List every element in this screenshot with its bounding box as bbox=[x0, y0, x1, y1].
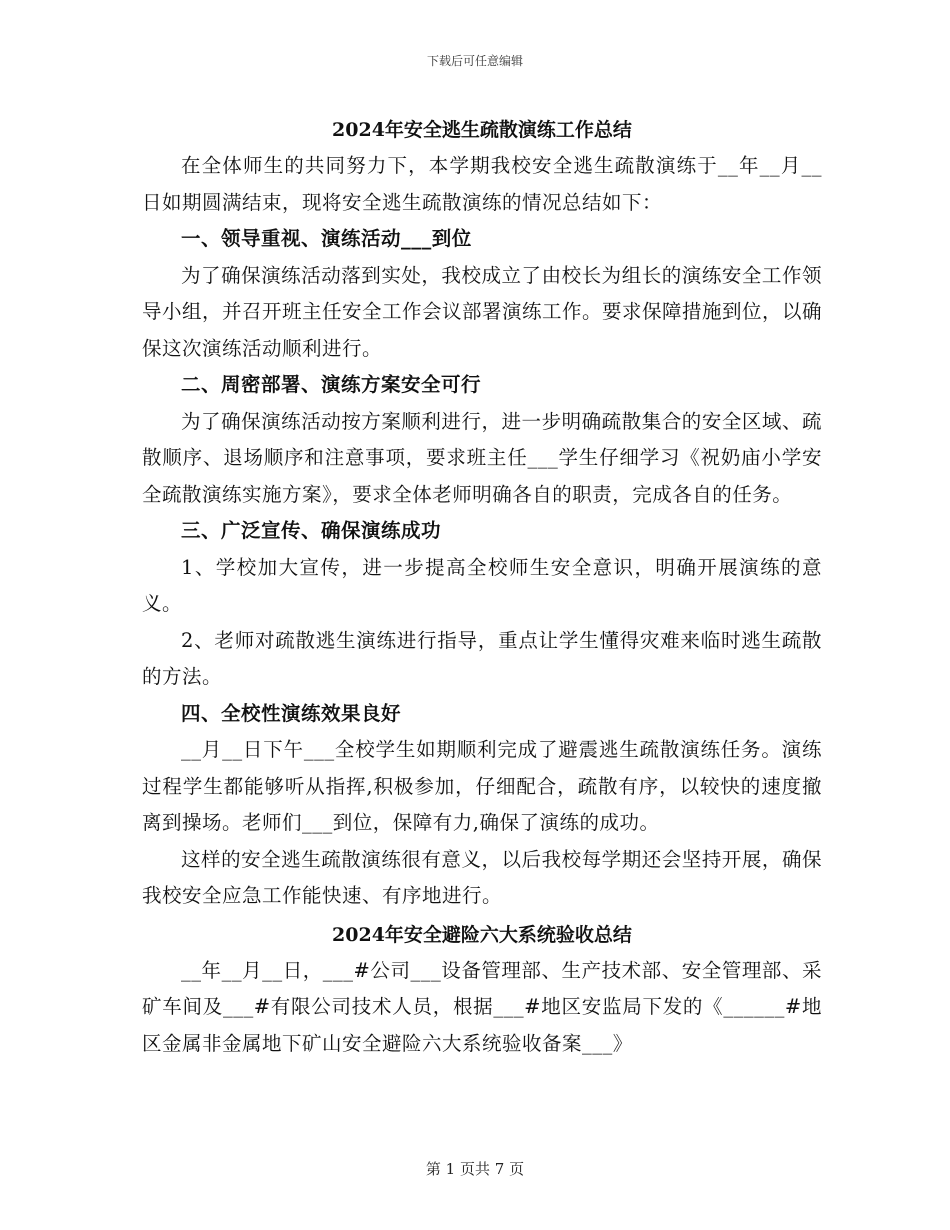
section4-heading: 四、全校性演练效果良好 bbox=[181, 701, 402, 725]
closing-paragraph: 这样的安全逃生疏散演练很有意义，以后我校每学期还会坚持开展，确保我校安全应急工作能快速、有序地进行。 bbox=[142, 847, 822, 907]
header-note: 下载后可任意编辑 bbox=[426, 54, 523, 68]
section3-item-2: 2、老师对疏散逃生演练进行指导，重点让学生懂得灾难来临时逃生疏散的方法。 bbox=[142, 628, 822, 688]
doc2-intro: __年__月__日，___#公司___设备管理部、生产技术部、安全管理部、采矿车间及___#有限公司技术人员，根据___#地区安监局下发的《______#地区金属非金属地下矿山安全避险六大系统验收备案___》 bbox=[142, 958, 822, 1055]
section3-heading: 三、广泛宣传、确保演练成功 bbox=[181, 519, 442, 542]
section2-heading: 二、周密部署、演练方案安全可行 bbox=[181, 373, 482, 396]
section4-paragraph: __月__日下午___全校学生如期顺利完成了避震逃生疏散演练任务。演练过程学生都能够听从指挥,积极参加，仔细配合，疏散有序，以较快的速度撤离到操场。老师们___到位，保障有力,确保了演练的成功。 bbox=[142, 738, 822, 834]
doc1-intro: 在全体师生的共同努力下，本学期我校安全逃生疏散演练于__年__月__日如期圆满结束，现将安全逃生疏散演练的情况总结如下： bbox=[142, 154, 822, 214]
section2-paragraph: 为了确保演练活动按方案顺利进行，进一步明确疏散集合的安全区域、疏散顺序、退场顺序和注意事项，要求班主任___学生仔细学习《祝奶庙小学安全疏散演练实施方案》，要求全体老师明确各自的职责，完成各自的任务。 bbox=[142, 409, 822, 506]
doc2-title: 2024年安全避险六大系统验收总结 bbox=[332, 923, 632, 946]
section1-heading: 一、领导重视、演练活动___到位 bbox=[181, 227, 472, 250]
section1-paragraph: 为了确保演练活动落到实处，我校成立了由校长为组长的演练安全工作领导小组，并召开班主任安全工作会议部署演练工作。要求保障措施到位，以确保这次演练活动顺利进行。 bbox=[142, 263, 823, 360]
section3-item-1: 1、学校加大宣传，进一步提高全校师生安全意识，明确开展演练的意义。 bbox=[142, 555, 822, 615]
page-number: 第 1 页共 7 页 bbox=[425, 1160, 525, 1178]
doc1-title: 2024年安全逃生疏散演练工作总结 bbox=[332, 119, 632, 141]
document-body bbox=[142, 112, 822, 1062]
